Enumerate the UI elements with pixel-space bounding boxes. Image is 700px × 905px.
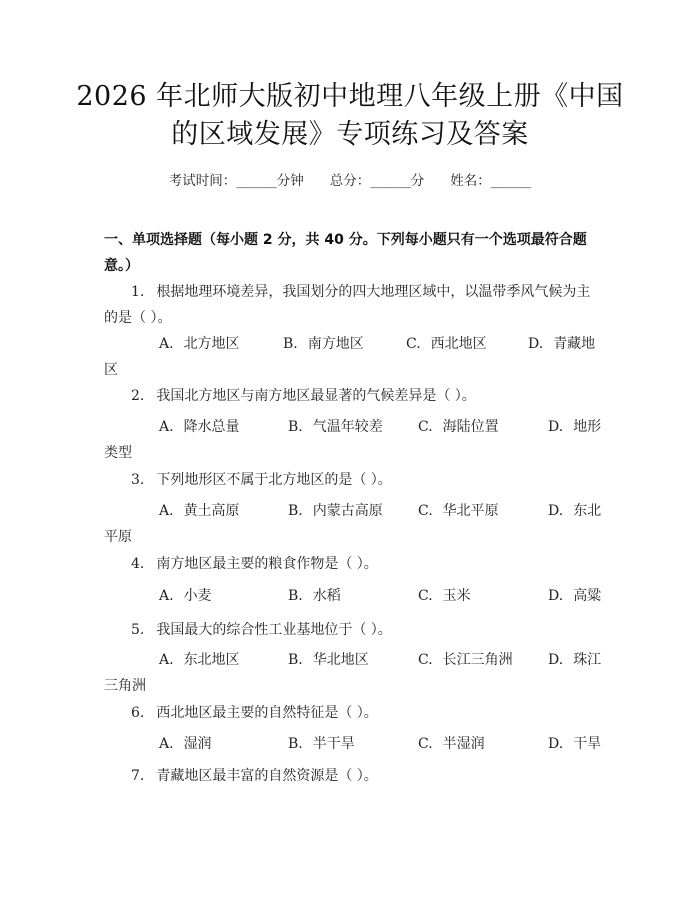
option-d-wrap: 区 xyxy=(104,362,118,378)
option-d: D. 干旱 xyxy=(548,736,602,752)
question-number: 2. xyxy=(131,388,145,404)
question-stem: 西北地区最主要的自然特征是（ ）。 xyxy=(156,705,378,721)
question-stem: 根据地理环境差异，我国划分的四大地理区域中，以温带季风气候为主的是（ ）。 xyxy=(104,284,591,326)
option-b: B. 华北地区 xyxy=(288,652,369,668)
option-c: C. 华北平原 xyxy=(418,503,499,519)
exam-score: 总分：______分 xyxy=(329,173,425,189)
option-b: B. 南方地区 xyxy=(283,336,364,352)
question-3 xyxy=(104,467,604,493)
option-c: C. 半湿润 xyxy=(418,736,485,752)
option-d: D. 珠江 xyxy=(548,652,602,668)
question-4-options xyxy=(104,583,604,609)
option-a: A. 东北地区 xyxy=(159,652,240,668)
option-a: A. 小麦 xyxy=(159,588,212,604)
option-a: A. 降水总量 xyxy=(159,419,240,435)
option-b: B. 内蒙古高原 xyxy=(288,503,383,519)
title-line-1: 2026 年北师大版初中地理八年级上册《中国 xyxy=(76,81,624,112)
option-d: D. 地形 xyxy=(548,419,602,435)
option-d: D. 东北 xyxy=(548,503,602,519)
question-number: 5. xyxy=(131,622,145,638)
question-5 xyxy=(104,617,604,643)
option-b: B. 水稻 xyxy=(288,588,341,604)
option-b: B. 半干旱 xyxy=(288,736,355,752)
question-stem: 南方地区最主要的粮食作物是（ ）。 xyxy=(156,556,378,572)
option-c: C. 海陆位置 xyxy=(418,419,499,435)
option-a: A. 北方地区 xyxy=(159,336,240,352)
title-line-2: 的区域发展》专项练习及答案 xyxy=(171,119,529,150)
option-a: A. 黄土高原 xyxy=(159,503,240,519)
question-stem: 下列地形区不属于北方地区的是（ ）。 xyxy=(156,472,392,488)
option-d: D. 高粱 xyxy=(548,588,602,604)
document-title xyxy=(60,78,640,154)
question-stem: 我国最大的综合性工业基地位于（ ）。 xyxy=(156,622,392,638)
question-1 xyxy=(104,279,604,331)
option-c: C. 玉米 xyxy=(418,588,471,604)
question-number: 6. xyxy=(131,705,145,721)
option-b: B. 气温年较差 xyxy=(288,419,383,435)
question-2 xyxy=(104,383,604,409)
question-number: 4. xyxy=(131,556,145,572)
question-stem: 青藏地区最丰富的自然资源是（ ）。 xyxy=(156,768,378,784)
option-c: C. 长江三角洲 xyxy=(418,652,513,668)
question-7 xyxy=(104,763,604,789)
question-number: 1. xyxy=(131,284,145,300)
question-stem: 我国北方地区与南方地区最显著的气候差异是（ ）。 xyxy=(156,388,476,404)
option-d-wrap: 类型 xyxy=(104,445,132,461)
question-6-options xyxy=(104,731,604,757)
exam-time: 考试时间：______分钟 xyxy=(168,173,304,189)
question-1-options xyxy=(104,331,604,383)
question-number: 7. xyxy=(131,768,145,784)
question-5-options xyxy=(104,647,604,699)
option-c: C. 西北地区 xyxy=(406,336,487,352)
question-4 xyxy=(104,551,604,577)
exam-name: 姓名：______ xyxy=(450,173,532,189)
question-3-options xyxy=(104,498,604,550)
option-a: A. 湿润 xyxy=(159,736,212,752)
exam-meta xyxy=(0,169,700,189)
option-d-wrap: 平原 xyxy=(104,529,132,545)
question-2-options xyxy=(104,414,604,466)
section-heading: 一、单项选择题（每小题 2 分，共 40 分。下列每小题只有一个选项最符合题意。） xyxy=(104,232,587,274)
option-d: D. 青藏地 xyxy=(528,336,596,352)
question-number: 3. xyxy=(131,472,145,488)
option-d-wrap: 三角洲 xyxy=(104,678,146,694)
question-6 xyxy=(104,700,604,726)
